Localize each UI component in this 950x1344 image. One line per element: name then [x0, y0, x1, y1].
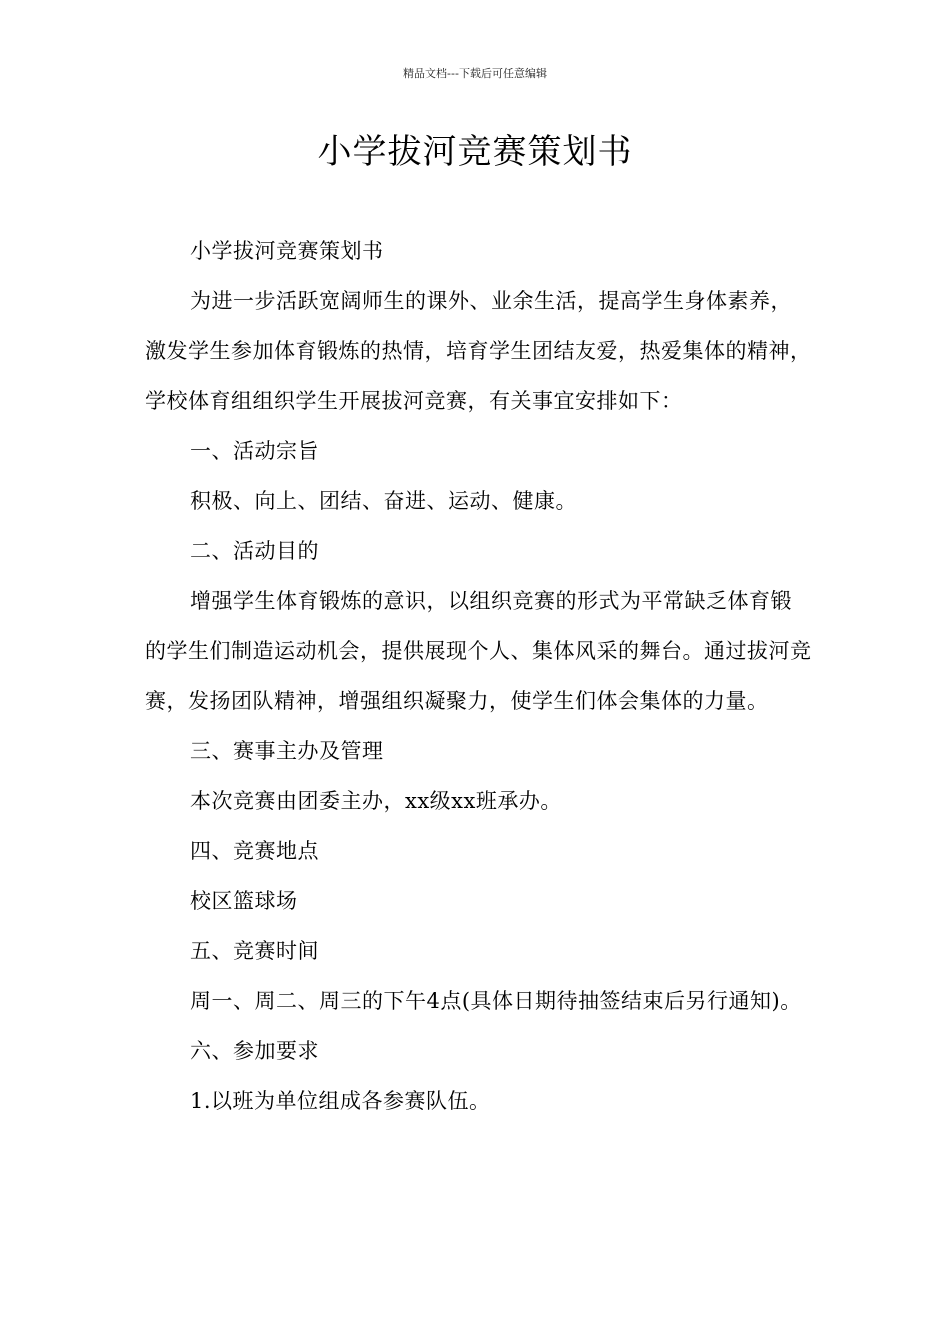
paragraph-intro: 为进一步活跃宽阔师生的课外、业余生活，提高学生身体素养，激发学生参加体育锻炼的热情，培育学生团结友爱，热爱集体的精神，学校体育组组织学生开展拔河竞赛，有关事宜安排如下： — [145, 289, 812, 413]
document-title: 小学拔河竞赛策划书 — [317, 132, 633, 172]
document-body — [145, 226, 813, 1126]
section-heading-time: 五、竞赛时间 — [190, 939, 319, 963]
section-heading-purpose: 一、活动宗旨 — [190, 439, 319, 463]
section-heading-location: 四、竞赛地点 — [190, 839, 319, 863]
paragraph-location: 校区篮球场 — [190, 889, 298, 913]
page-header: 精品文档---下载后可任意编辑 — [403, 67, 547, 80]
paragraph-subtitle: 小学拔河竞赛策划书 — [190, 239, 384, 263]
section-heading-requirements: 六、参加要求 — [190, 1039, 319, 1063]
section-heading-goal: 二、活动目的 — [190, 539, 319, 563]
paragraph-purpose: 积极、向上、团结、奋进、运动、健康。 — [190, 489, 577, 513]
paragraph-time: 周一、周二、周三的下午4点(具体日期待抽签结束后另行通知)。 — [190, 989, 802, 1013]
paragraph-goal: 增强学生体育锻炼的意识，以组织竞赛的形式为平常缺乏体育锻的学生们制造运动机会，提供展现个人、集体风采的舞台。通过拔河竞赛，发扬团队精神，增强组织凝聚力，使学生们体会集体的力量。 — [145, 589, 812, 713]
paragraph-requirement-1: 1.以班为单位组成各参赛队伍。 — [190, 1089, 491, 1113]
section-heading-organizer: 三、赛事主办及管理 — [190, 739, 384, 763]
paragraph-organizer: 本次竞赛由团委主办，xx级xx班承办。 — [190, 789, 562, 813]
